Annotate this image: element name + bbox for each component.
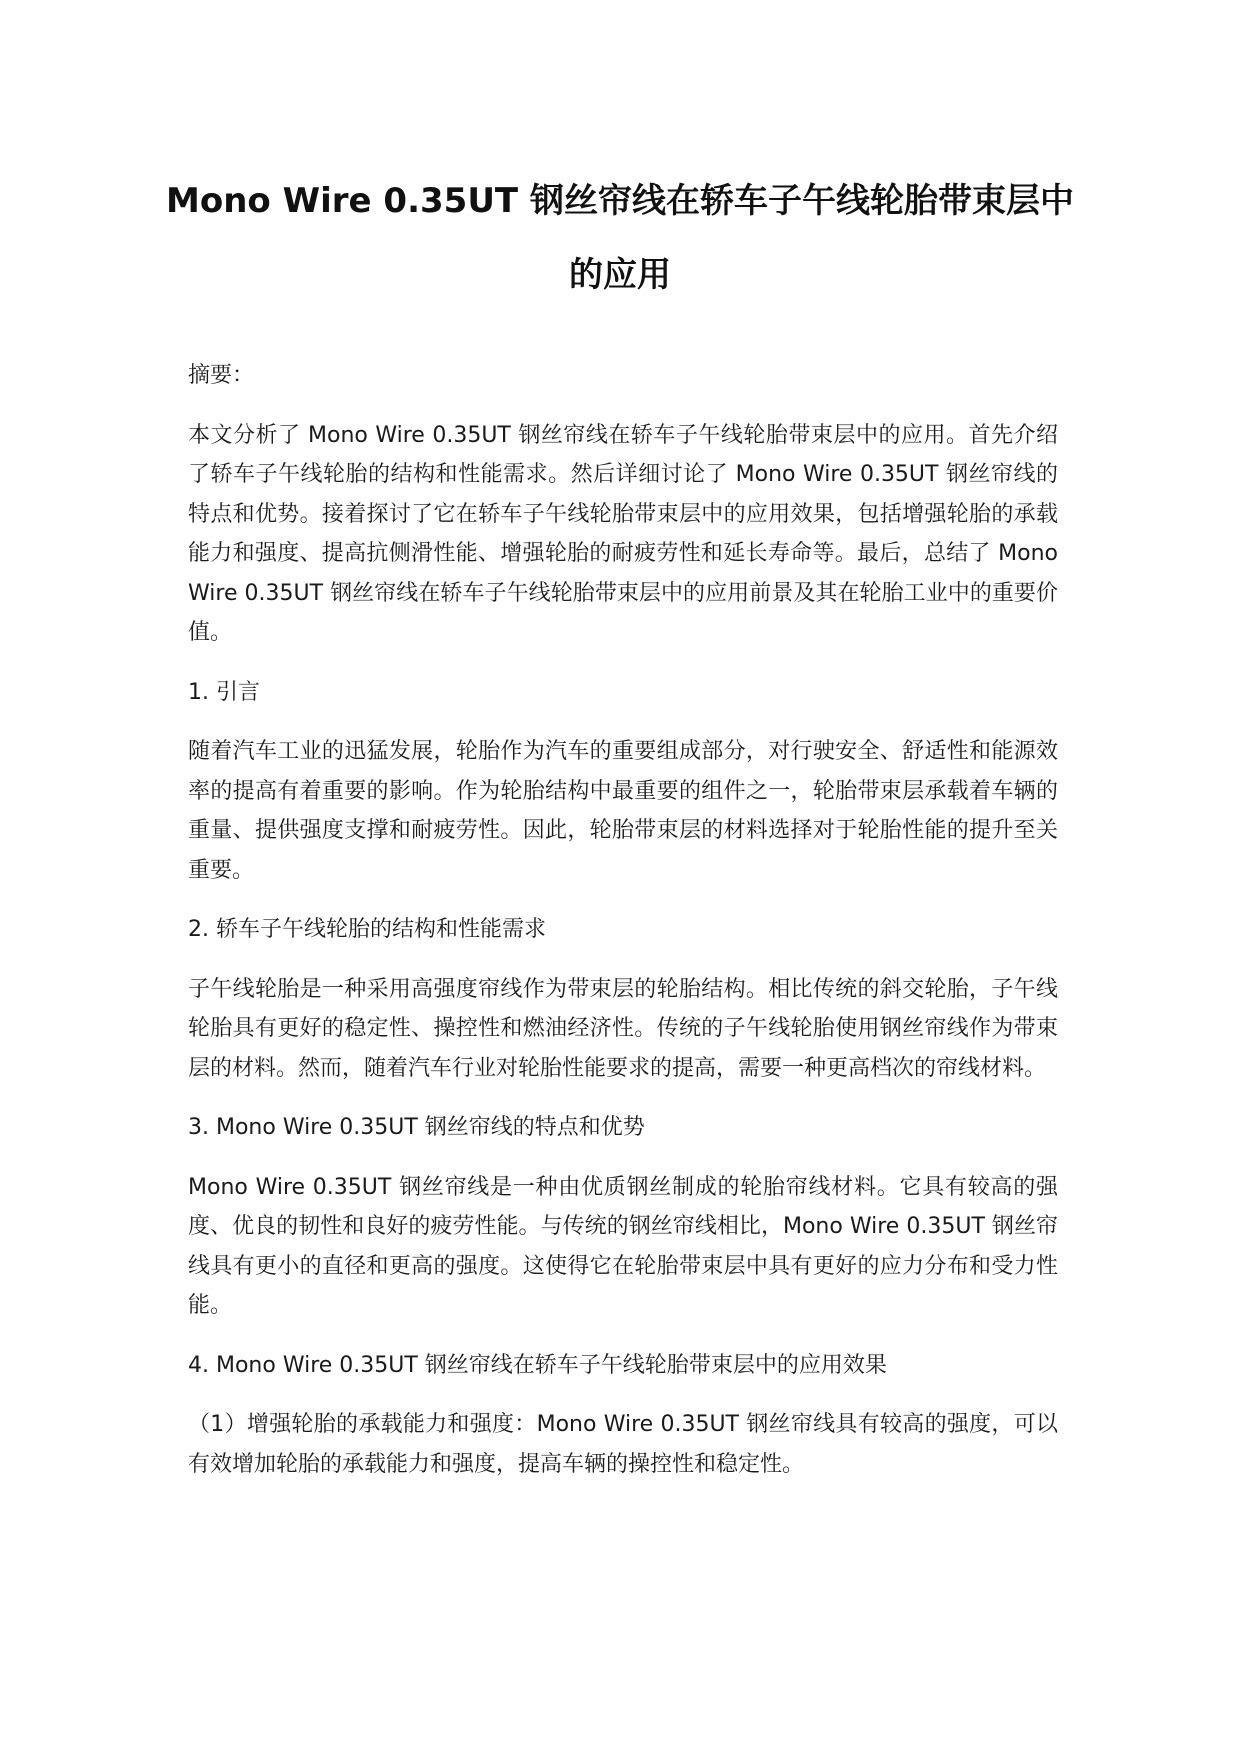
section-heading-features-advantages: 3. Mono Wire 0.35UT 钢丝帘线的特点和优势 [188,1115,645,1140]
section-heading-introduction: 1. 引言 [188,679,260,705]
section-paragraph: Mono Wire 0.35UT 钢丝帘线是一种由优质钢丝制成的轮胎帘线材料。它具有较高的强度、优良的韧性和良好的疲劳性能。与传统的钢丝帘线相比，Mono Wire 0.35UT 钢丝帘线具有更小的直径和更高的强度。这使得它在轮胎带束层中具有更好的应力分布和受力性能。 [188,1174,1058,1318]
section-paragraph: 随着汽车工业的迅猛发展，轮胎作为汽车的重要组成部分，对行驶安全、舒适性和能源效率的提高有着重要的影响。作为轮胎结构中最重要的组件之一，轮胎带束层承载着车辆的重量、提供强度支撑和耐疲劳性。因此，轮胎带束层的材料选择对于轮胎性能的提升至关重要。 [188,739,1058,883]
document-body [188,356,1058,1504]
section-heading-application-effects: 4. Mono Wire 0.35UT 钢丝帘线在轿车子午线轮胎带束层中的应用效果 [188,1352,887,1378]
section-paragraph: （1）增强轮胎的承载能力和强度：Mono Wire 0.35UT 钢丝帘线具有较高的强度，可以有效增加轮胎的承载能力和强度，提高车辆的操控性和稳定性。 [188,1412,1058,1477]
abstract-paragraph: 本文分析了 Mono Wire 0.35UT 钢丝帘线在轿车子午线轮胎带束层中的应用。首先介绍了轿车子午线轮胎的结构和性能需求。然后详细讨论了 Mono Wire 0.35UT 钢丝帘线的特点和优势。接着探讨了它在轿车子午线轮胎带束层中的应用效果，包括增强轮胎的承载能力和强度、提高抗侧滑性能、增强轮胎的耐疲劳性和延长寿命等。最后，总结了 Mono Wire 0.35UT 钢丝帘线在轿车子午线轮胎带束层中的应用前景及其在轮胎工业中的重要价值。 [188,422,1058,645]
section-heading-structure-requirements: 2. 轿车子午线轮胎的结构和性能需求 [188,917,546,942]
section-paragraph: 子午线轮胎是一种采用高强度帘线作为带束层的轮胎结构。相比传统的斜交轮胎，子午线轮胎具有更好的稳定性、操控性和燃油经济性。传统的子午线轮胎使用钢丝帘线作为带束层的材料。然而，随着汽车行业对轮胎性能要求的提高，需要一种更高档次的帘线材料。 [188,976,1058,1081]
abstract-label: 摘要： [188,363,255,388]
document-title-line-2: 的应用 [569,255,671,295]
document-title-line-1: Mono Wire 0.35UT 钢丝帘线在轿车子午线轮胎带束层中 [166,181,1074,221]
